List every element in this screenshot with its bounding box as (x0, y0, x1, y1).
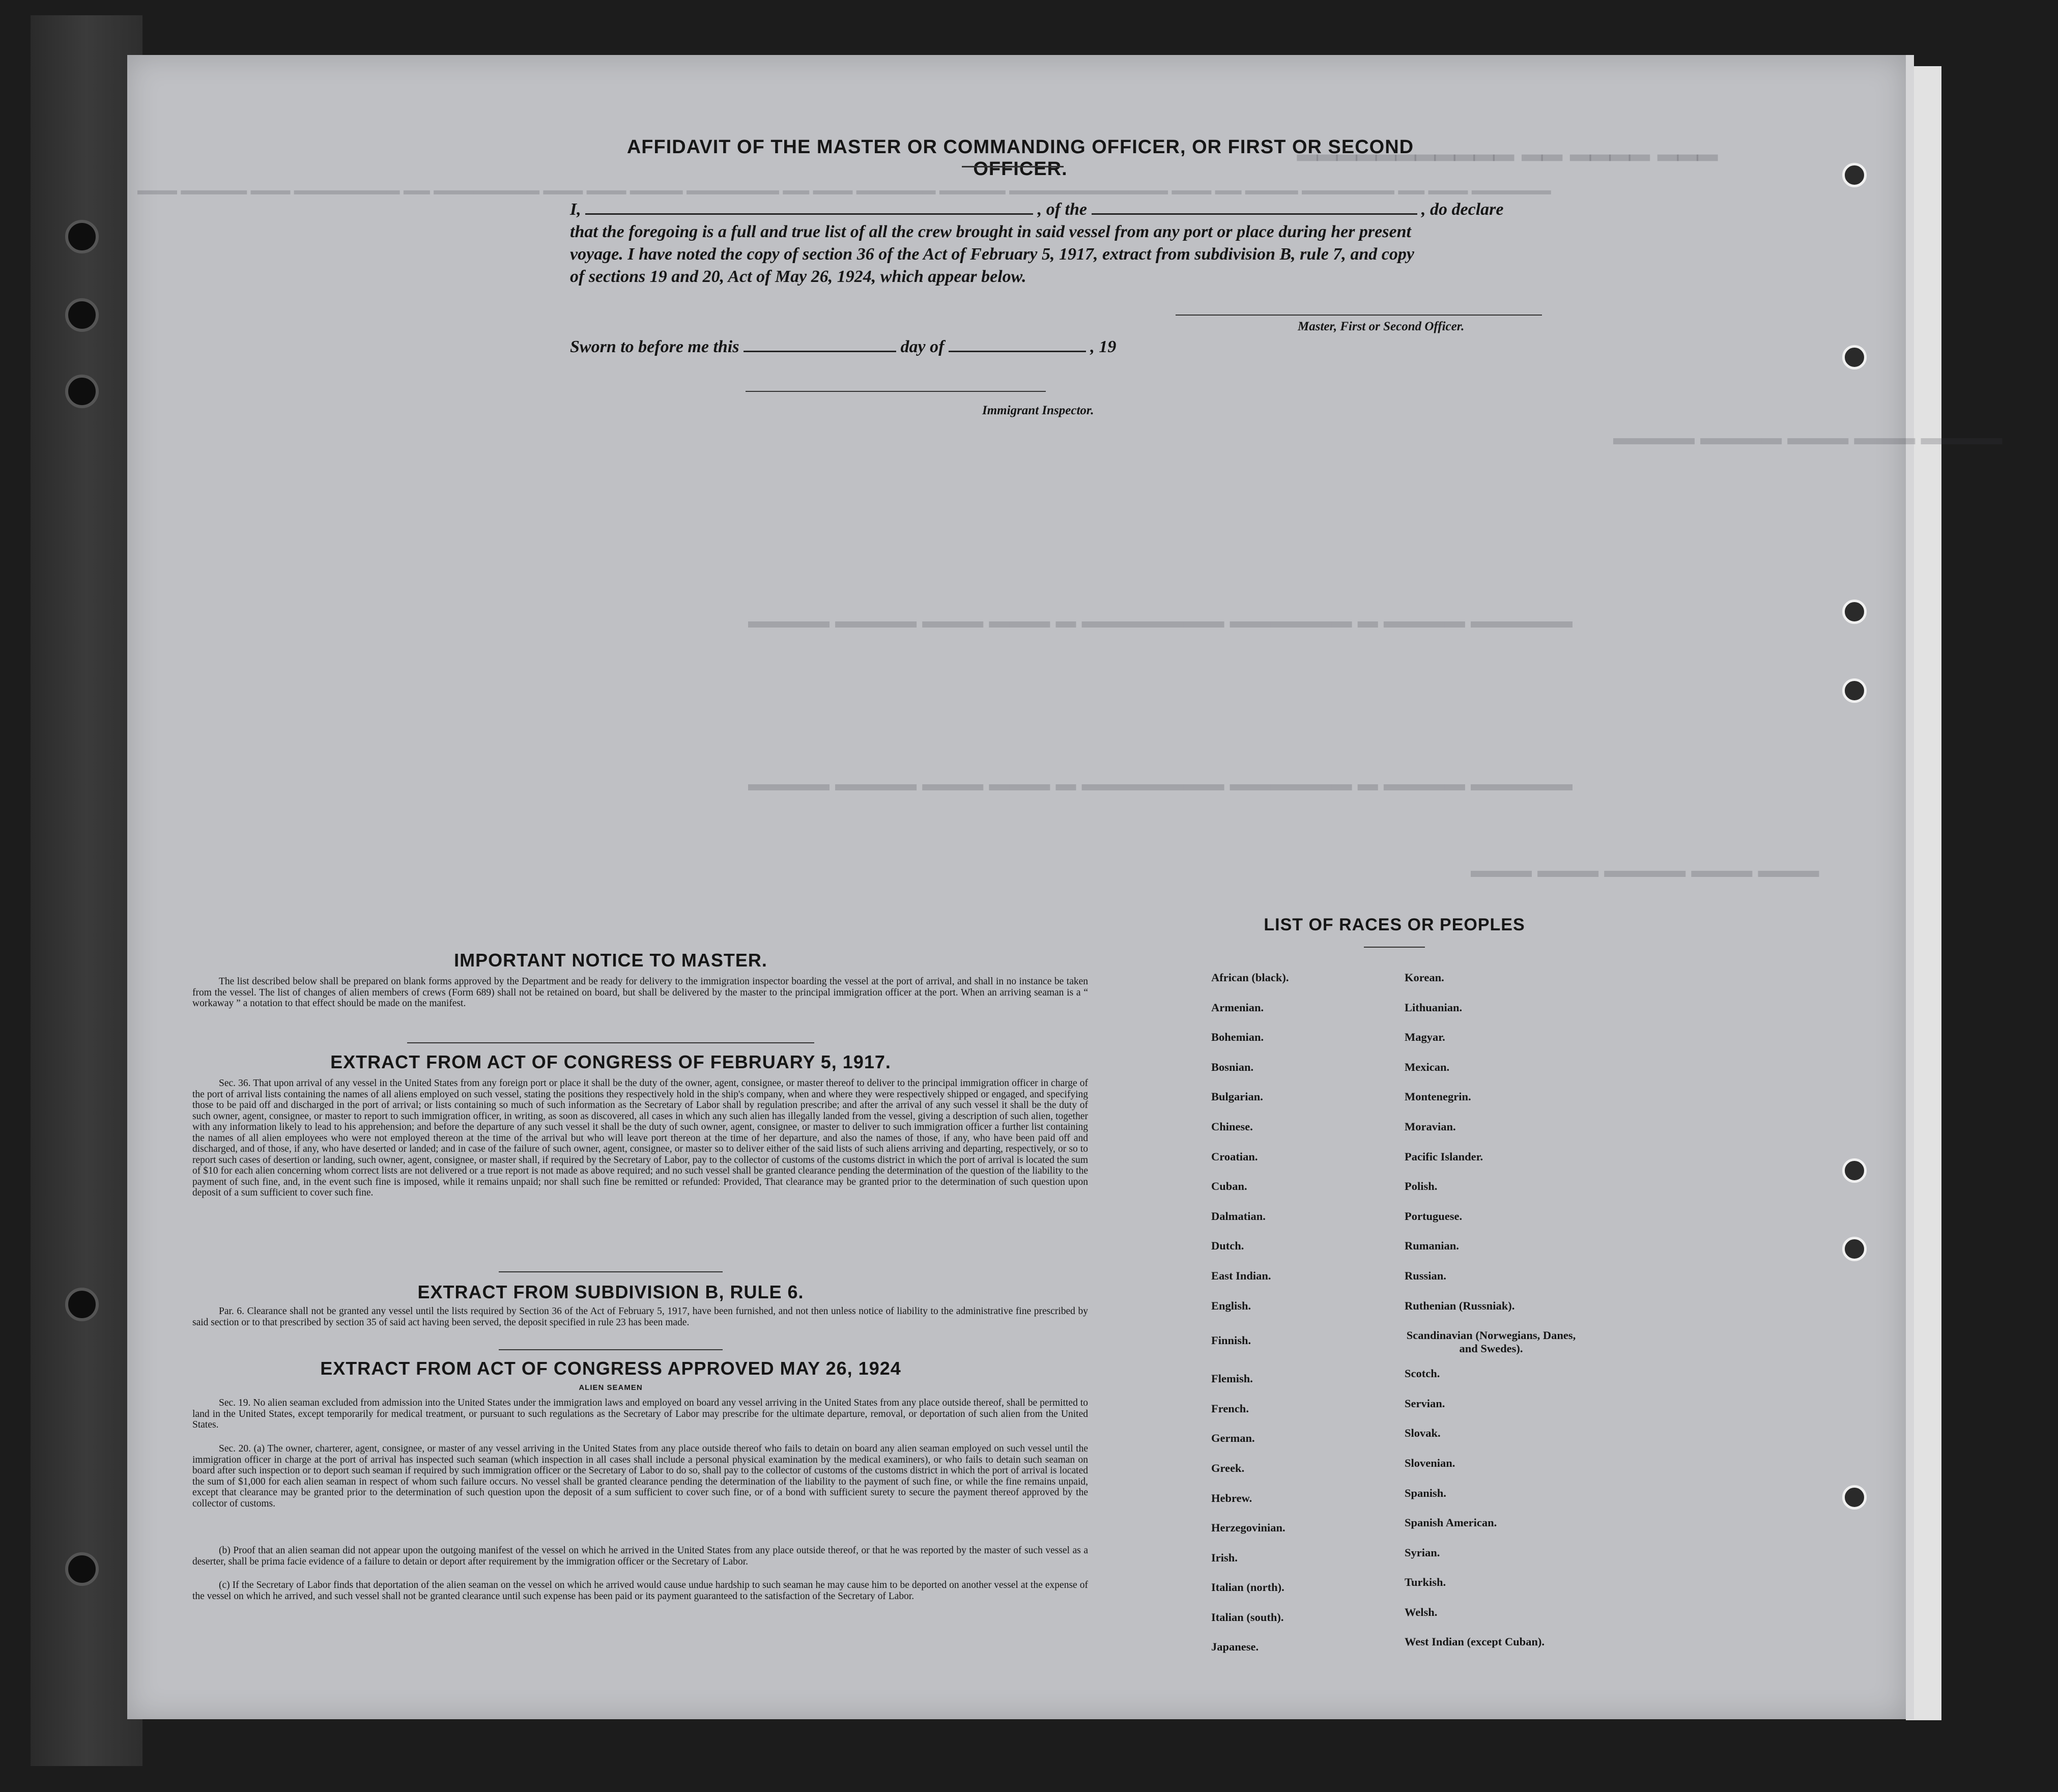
race-item: Pacific Islander. (1405, 1150, 1483, 1163)
sworn-year-label: , 19 (1090, 337, 1117, 356)
race-item: Herzegovinian. (1211, 1521, 1285, 1534)
race-item: Montenegrin. (1405, 1090, 1471, 1103)
of-the-label: , of the (1037, 200, 1088, 219)
race-item: Finnish. (1211, 1334, 1251, 1347)
race-item: Cuban. (1211, 1180, 1247, 1193)
bleed-through: ▬▬▬▬ ▬▬▬▬ ▬▬▬ ▬▬▬ ▬▬▬▬ (1613, 426, 2003, 449)
race-item: Dutch. (1211, 1239, 1244, 1253)
sec20a-paragraph: Sec. 20. (a) The owner, charterer, agent, consignee, or master of any vessel arriving in the United States from any place outside thereof who fails to detain on board any alien seaman employed on such vessel until the immigration officer in charge at the port of arrival has inspected such seaman (which inspection in all cases shall include a personal physical examination by the medical examiners), or who fails to detain such seaman on board after such inspection or to deport such seaman if required by such immigration officer or the Secretary of Labor to do so, shall pay to the collector of customs of the customs district in which the port of arrival is located the sum of $1,000 for each alien seaman in respect of whom such failure occurs. No vessel shall be granted clearance pending the determination of the liability to the payment of such fine, or while the fine remains unpaid, except that clearance may be granted prior to the determination of such question upon the deposit of a sum sufficient to cover such fine, or of a bond with sufficient surety to secure the payment thereof approved by the collector of customs. (192, 1443, 1088, 1509)
race-item: Bulgarian. (1211, 1090, 1263, 1103)
affidavit-body-line: voyage. I have noted the copy of section 36 of the Act of February 5, 1917, extract from subdivision B, rule 7, and copy (570, 245, 1414, 264)
races-title: LIST OF RACES OR PEOPLES (1264, 915, 1525, 934)
title-underline (1364, 947, 1425, 948)
declare-label: , do declare (1421, 200, 1504, 219)
document-page (127, 55, 2003, 1719)
race-item: Polish. (1405, 1180, 1438, 1193)
race-item: Moravian. (1405, 1120, 1456, 1133)
punch-hole (1842, 163, 1867, 187)
binder-hole (65, 298, 99, 332)
inspector-caption: Immigrant Inspector. (982, 404, 1094, 417)
inspector-signature-line[interactable] (746, 391, 1046, 392)
sec20c-paragraph: (c) If the Secretary of Labor finds that deportation of the alien seaman on the vessel on which he arrived would cause undue hardship to such seaman he may cause him to be deported on another vessel at the expense of the vessel on which he arrived, and such vessel shall not be granted clearance until such expense has been paid or its payment guaranteed to the satisfaction of the Secretary of Labor. (192, 1580, 1088, 1602)
declarant-label: I, (570, 200, 581, 219)
extract-rule6-paragraph: Par. 6. Clearance shall not be granted any vessel until the lists required by Section 36 of the Act of February 5, 1917, have been furnished, and not then unless notice of liability to the administrative fine prescribed by said section or to that prescribed by section 35 of said act having been served, the deposit specified in rule 23 has been made. (192, 1306, 1088, 1328)
extract-1924-title: EXTRACT FROM ACT OF CONGRESS APPROVED MAY 26, 1924 (320, 1358, 901, 1379)
race-item: Ruthenian (Russniak). (1405, 1299, 1515, 1312)
extract-1917-title: EXTRACT FROM ACT OF CONGRESS OF FEBRUARY 5, 1917. (330, 1051, 891, 1072)
affidavit-declaration-line (570, 200, 1503, 219)
extract-1924-subtitle: ALIEN SEAMEN (579, 1383, 643, 1392)
race-item: Dalmatian. (1211, 1209, 1266, 1222)
race-item: Armenian. (1211, 1001, 1264, 1014)
punch-hole (1842, 1237, 1867, 1261)
punch-hole (1842, 678, 1867, 703)
sworn-line (570, 337, 1116, 357)
race-item: Japanese. (1211, 1640, 1259, 1654)
binder-hole (65, 1288, 99, 1321)
notice-title: IMPORTANT NOTICE TO MASTER. (454, 950, 767, 971)
race-item: Rumanian. (1405, 1239, 1459, 1253)
officer-caption: Master, First or Second Officer. (1298, 320, 1465, 333)
race-item: East Indian. (1211, 1269, 1271, 1282)
title-underline (962, 166, 1064, 167)
section-divider (407, 1042, 814, 1043)
extract-1924-sec20a (192, 1443, 1088, 1509)
race-item: Italian (north). (1211, 1581, 1284, 1594)
declarant-name-field[interactable] (585, 213, 1033, 215)
race-item: Croatian. (1211, 1150, 1258, 1163)
bleed-through: ━━━ ━━━━ ━━ ━━━━━━━━━━━ (1298, 139, 1717, 176)
sworn-day-label: day of (900, 337, 945, 356)
race-item: Lithuanian. (1405, 1001, 1463, 1014)
sworn-day-field[interactable] (744, 351, 896, 352)
section-divider (499, 1271, 723, 1272)
affidavit-body-line: that the foregoing is a full and true list of all the crew brought in said vessel from any port or place during her present (570, 222, 1411, 241)
race-item: Turkish. (1405, 1576, 1446, 1589)
notice-paragraph: The list described below shall be prepared on blank forms approved by the Department and be ready for delivery to the immigration inspector boarding the vessel at the port of arrival, and shall in no instance be taken from the vessel. The list of changes of alien members of crews (Form 689) shall not be retained on board, but shall be delivered by the master to the principal immigration officer at the port. When an arriving seaman is a “ workaway ” a notation to that effect should be made on the manifest. (192, 976, 1088, 1009)
extract-rule6-title: EXTRACT FROM SUBDIVISION B, RULE 6. (417, 1282, 804, 1302)
race-item: Mexican. (1405, 1060, 1450, 1073)
races-left-column (1211, 971, 1405, 1670)
punch-hole (1842, 600, 1867, 624)
race-item: Russian. (1405, 1269, 1446, 1282)
race-item: Portuguese. (1405, 1209, 1463, 1222)
race-item: Bosnian. (1211, 1060, 1254, 1073)
race-item: Irish. (1211, 1551, 1238, 1564)
race-item: Servian. (1405, 1397, 1445, 1410)
race-item: Greek. (1211, 1461, 1245, 1474)
race-item: Slovak. (1405, 1427, 1441, 1440)
sworn-month-field[interactable] (949, 351, 1086, 352)
sworn-prefix: Sworn to before me this (570, 337, 739, 356)
binder-hole (65, 1552, 99, 1586)
extract-rule6-text (192, 1306, 1088, 1328)
race-item: Korean. (1405, 971, 1444, 984)
notice-text (192, 976, 1088, 1009)
race-item: Slovenian. (1405, 1456, 1455, 1469)
race-item: Scandinavian (Norwegians, Danes, and Swedes). (1406, 1329, 1576, 1355)
officer-signature-line[interactable] (1176, 315, 1542, 316)
sec20b-paragraph: (b) Proof that an alien seaman did not appear upon the outgoing manifest of the vessel on which he arrived in the United States from any place outside thereof, or that he was reported by the master of such vessel as a deserter, shall be prima facie evidence of a failure to detain or deport after requirement by the immigration officer or the Secretary of Labor. (192, 1545, 1088, 1567)
punch-hole (1842, 345, 1867, 369)
sec19-paragraph: Sec. 19. No alien seaman excluded from admission into the United States under the immigration laws and employed on board any vessel arriving in the United States from any place outside thereof, shall be permitted to land in the United States, except temporarily for medical treatment, or pursuant to such regulations as the Secretary of Labor may prescribe for the ultimate departure, removal, or deportation of such alien from the United States. (192, 1398, 1088, 1430)
bleed-through: ▬▬▬▬ ▬▬▬▬ ▬▬▬ ▬▬▬ ▬ ▬▬▬▬▬▬▬ ▬▬▬▬▬▬ ▬ ▬▬▬▬ ▬▬▬▬▬ (748, 610, 1573, 632)
race-item: Spanish American. (1405, 1516, 1497, 1529)
race-item: Bohemian. (1211, 1031, 1264, 1044)
races-right-column (1405, 971, 1623, 1665)
race-item: Italian (south). (1211, 1610, 1284, 1624)
binder-spine (31, 15, 142, 1766)
race-item: Flemish. (1211, 1372, 1253, 1385)
bleed-through: ▬▬▬ ▬▬▬ ▬▬▬▬ ▬▬▬ ▬▬▬ (1471, 859, 1819, 881)
race-item: Magyar. (1405, 1031, 1445, 1044)
vessel-name-field[interactable] (1092, 213, 1417, 215)
bleed-through: ▬▬▬ ▬▬▬▬▬ ▬▬▬ ▬▬▬▬▬▬▬▬ ▬▬ ▬▬▬▬▬▬▬▬ ▬▬▬ ▬▬▬ ▬▬▬▬ ▬▬▬▬▬▬▬ ▬▬ ▬▬▬ ▬▬▬▬▬▬ ▬▬▬▬▬ ▬▬▬▬▬▬▬▬▬▬▬▬ ▬▬▬ ▬▬ ▬▬▬▬ ▬▬▬▬▬▬▬ ▬▬ ▬▬▬ ▬▬▬▬▬▬ (137, 182, 1551, 197)
race-item: African (black). (1211, 971, 1289, 984)
race-item: Spanish. (1405, 1486, 1446, 1499)
extract-1917-paragraph: Sec. 36. That upon arrival of any vessel in the United States from any foreign port or place it shall be the duty of the owner, agent, consignee, or master thereof to deliver to the principal immigration officer in charge of the port of arrival lists containing the names of all aliens employed on such vessel, stating the positions they respectively hold in the ship's company, when and where they were respectively shipped or engaged, and specifying those to be paid off and discharged in the port of arrival; or lists containing so much of such information as the Secretary of Labor shall by regulation prescribe; and after the arrival of any such vessel it shall be the duty of such owner, agent, consignee, or master to report to such immigration officer, in writing, as soon as discovered, all cases in which any such alien has illegally landed from the vessel, giving a description of such alien, together with any information likely to lead to his apprehension; and before the departure of any such vessel it shall be the duty of such owner, agent, consignee, or master to deliver to such immigration officer a further list containing the names of all alien employees who were not employed thereon at the time of the arrival but who will leave port thereon at the time of her departure, and also the names of those, if any, who have been paid off and discharged, and of those, if any, who have deserted or landed; and in case of the failure of such owner, agent, consignee, or master so to deliver either of the said lists of such aliens arriving and departing, respectively, or so to report such cases of desertion or landing, such owner, agent, consignee, or master shall, if required by the Secretary of Labor, pay to the collector of customs of the customs district in which the port of arrival is located the sum of $10 for each alien concerning whom correct lists are not delivered or a true report is not made as above required; and no such vessel shall be granted clearance pending the determination of the question of the liability to the payment of such fine, and, in the event such fine is imposed, while it remains unpaid; nor shall such fine be remitted or refunded: Provided, That clearance may be granted prior to the determination of such question upon deposit of a sum sufficient to cover such fine. (192, 1078, 1088, 1198)
race-item: French. (1211, 1402, 1249, 1415)
section-divider (499, 1349, 723, 1350)
binder-hole (65, 375, 99, 408)
race-item: Syrian. (1405, 1546, 1440, 1559)
bleed-through: ▬▬▬▬ ▬▬▬▬ ▬▬▬ ▬▬▬ ▬ ▬▬▬▬▬▬▬ ▬▬▬▬▬▬ ▬ ▬▬▬▬ ▬▬▬▬▬ (748, 773, 1573, 795)
extract-1924-sec20c (192, 1580, 1088, 1602)
race-item: English. (1211, 1299, 1251, 1312)
race-item: Welsh. (1405, 1605, 1438, 1618)
extract-1917-text (192, 1078, 1088, 1199)
race-item: German. (1211, 1432, 1255, 1445)
punch-hole (1842, 1158, 1867, 1183)
affidavit-title: AFFIDAVIT OF THE MASTER OR COMMANDING OFFICER, OR FIRST OR SECOND OFFICER. (626, 136, 1414, 180)
binder-hole (65, 220, 99, 253)
affidavit-body-line: of sections 19 and 20, Act of May 26, 1924, which appear below. (570, 267, 1026, 286)
punch-hole (1842, 1485, 1867, 1510)
race-item: Hebrew. (1211, 1491, 1252, 1504)
race-item: Chinese. (1211, 1120, 1253, 1133)
extract-1924-sec19 (192, 1398, 1088, 1431)
race-item: Scotch. (1405, 1367, 1440, 1380)
extract-1924-sec20b (192, 1545, 1088, 1567)
race-item: West Indian (except Cuban). (1405, 1635, 1545, 1648)
